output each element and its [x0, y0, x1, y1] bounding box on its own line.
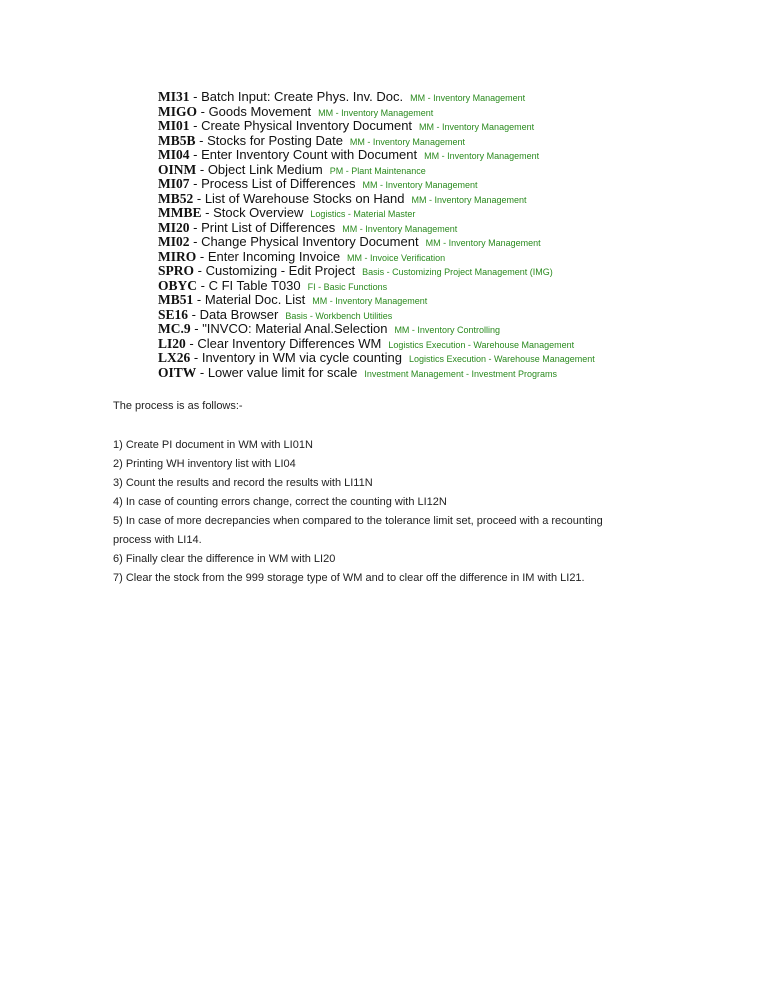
tcode-row — [158, 322, 758, 337]
separator: - — [195, 132, 208, 148]
tcode-description: Enter Inventory Count with Document — [201, 147, 418, 162]
tcode: LX26 — [158, 350, 191, 365]
tcode-description: Goods Movement — [208, 103, 312, 119]
module-label: Logistics Execution - Warehouse Management — [408, 354, 595, 364]
separator: - — [185, 335, 198, 351]
process-step: 3) Count the results and record the results with LI11N — [113, 477, 373, 489]
tcode-description: "INVCO: Material Anal.Selection — [202, 321, 388, 336]
separator: - — [193, 190, 205, 206]
separator: - — [201, 205, 214, 220]
separator: - — [188, 306, 200, 322]
tcode-row — [158, 192, 758, 207]
tcode-description: Material Doc. List — [204, 292, 306, 307]
separator: - — [196, 248, 208, 264]
tcode-description: Stock Overview — [213, 205, 304, 220]
tcode: MI31 — [158, 89, 190, 104]
tcode: SPRO — [158, 263, 195, 278]
tcode-description: Create Physical Inventory Document — [201, 118, 413, 133]
process-step: 1) Create PI document in WM with LI01N — [113, 439, 313, 451]
module-label: MM - Inventory Management — [424, 151, 540, 161]
tcode: MI01 — [158, 118, 190, 133]
separator: - — [189, 147, 202, 162]
tcode-row — [158, 250, 758, 265]
tcode-description: List of Warehouse Stocks on Hand — [204, 190, 405, 206]
separator: - — [194, 263, 206, 278]
module-label: Investment Management - Investment Programs — [364, 368, 557, 379]
tcode-description: Process List of Differences — [201, 176, 356, 191]
tcode-row — [158, 279, 758, 294]
module-label: MM - Inventory Management — [312, 296, 428, 306]
tcode-description: Print List of Differences — [201, 219, 336, 235]
module-label: MM - Inventory Management — [349, 136, 465, 147]
tcode-row — [158, 119, 758, 134]
tcode: OITW — [158, 364, 197, 380]
tcode-row — [158, 134, 758, 149]
module-label: Basis - Workbench Utilities — [285, 310, 393, 321]
module-label: MM - Inventory Management — [425, 238, 541, 248]
separator: - — [190, 321, 203, 336]
tcode-row — [158, 221, 758, 236]
module-label: Basis - Customizing Project Management (IMG) — [362, 267, 553, 277]
tcode-description: Data Browser — [199, 306, 279, 322]
separator: - — [189, 118, 202, 133]
tcode-row — [158, 337, 758, 352]
module-label: MM - Invoice Verification — [347, 252, 446, 263]
process-step: 4) In case of counting errors change, correct the counting with LI12N — [113, 496, 447, 508]
module-label: FI - Basic Functions — [307, 281, 388, 292]
separator: - — [189, 234, 202, 249]
module-label: Logistics Execution - Warehouse Management — [388, 339, 575, 350]
tcode-row — [158, 351, 758, 366]
tcode-description: Stocks for Posting Date — [207, 132, 343, 148]
separator: - — [196, 364, 208, 380]
tcode-description: Change Physical Inventory Document — [201, 234, 419, 249]
tcode: MI20 — [158, 219, 190, 235]
tcode: MIRO — [158, 248, 197, 264]
tcode: MI04 — [158, 147, 190, 162]
module-label: MM - Inventory Management — [419, 122, 535, 132]
tcode: MB5B — [158, 132, 196, 148]
tcode-description: Customizing - Edit Project — [205, 263, 356, 278]
tcode-row — [158, 177, 758, 192]
tcode-row — [158, 148, 758, 163]
separator: - — [189, 219, 202, 235]
tcode-row — [158, 163, 758, 178]
tcode-row — [158, 308, 758, 323]
tcode: SE16 — [158, 306, 189, 322]
process-intro: The process is as follows:- — [113, 400, 243, 412]
process-step: 7) Clear the stock from the 999 storage type of WM and to clear off the difference in IM with LI21. — [113, 572, 585, 584]
tcode-description: Lower value limit for scale — [207, 364, 358, 380]
tcode: MB52 — [158, 190, 194, 206]
tcode-row — [158, 206, 758, 221]
tcode: MI07 — [158, 176, 190, 191]
tcode: MI02 — [158, 234, 190, 249]
separator: - — [190, 350, 202, 365]
process-step: 2) Printing WH inventory list with LI04 — [113, 458, 296, 470]
tcode: MC.9 — [158, 321, 191, 336]
tcode: MB51 — [158, 292, 194, 307]
tcode: OINM — [158, 161, 197, 177]
process-steps — [113, 436, 633, 588]
tcode-row — [158, 366, 758, 381]
tcode: LI20 — [158, 335, 186, 351]
tcode-row — [158, 264, 758, 279]
tcode-row — [158, 293, 758, 308]
module-label: MM - Inventory Management — [362, 180, 478, 190]
module-label: MM - Inventory Management — [411, 194, 527, 205]
tcode: OBYC — [158, 277, 198, 293]
tcode-row — [158, 90, 758, 105]
tcode-description: Enter Incoming Invoice — [207, 248, 341, 264]
tcode-description: Clear Inventory Differences WM — [197, 335, 382, 351]
tcode: MIGO — [158, 103, 197, 119]
tcode-row — [158, 105, 758, 120]
separator: - — [189, 176, 202, 191]
tcode-description: Inventory in WM via cycle counting — [201, 350, 402, 365]
module-label: MM - Inventory Management — [342, 223, 458, 234]
module-label: MM - Inventory Management — [410, 93, 526, 103]
module-label: PM - Plant Maintenance — [329, 165, 426, 176]
module-label: MM - Inventory Management — [318, 107, 434, 118]
process-step: 6) Finally clear the difference in WM with LI20 — [113, 553, 336, 565]
tcode-row — [158, 235, 758, 250]
separator: - — [189, 89, 202, 104]
tcode-description: C FI Table T030 — [208, 277, 301, 293]
separator: - — [197, 277, 209, 293]
tcode-list — [158, 90, 758, 380]
tcode-description: Batch Input: Create Phys. Inv. Doc. — [201, 89, 404, 104]
separator: - — [196, 161, 208, 177]
separator: - — [197, 103, 209, 119]
tcode: MMBE — [158, 205, 202, 220]
tcode-description: Object Link Medium — [207, 161, 323, 177]
process-step: 5) In case of more decrepancies when compared to the tolerance limit set, proceed with a recounting process with LI14. — [113, 515, 603, 546]
module-label: Logistics - Material Master — [310, 209, 416, 219]
separator: - — [193, 292, 205, 307]
module-label: MM - Inventory Controlling — [394, 325, 500, 335]
